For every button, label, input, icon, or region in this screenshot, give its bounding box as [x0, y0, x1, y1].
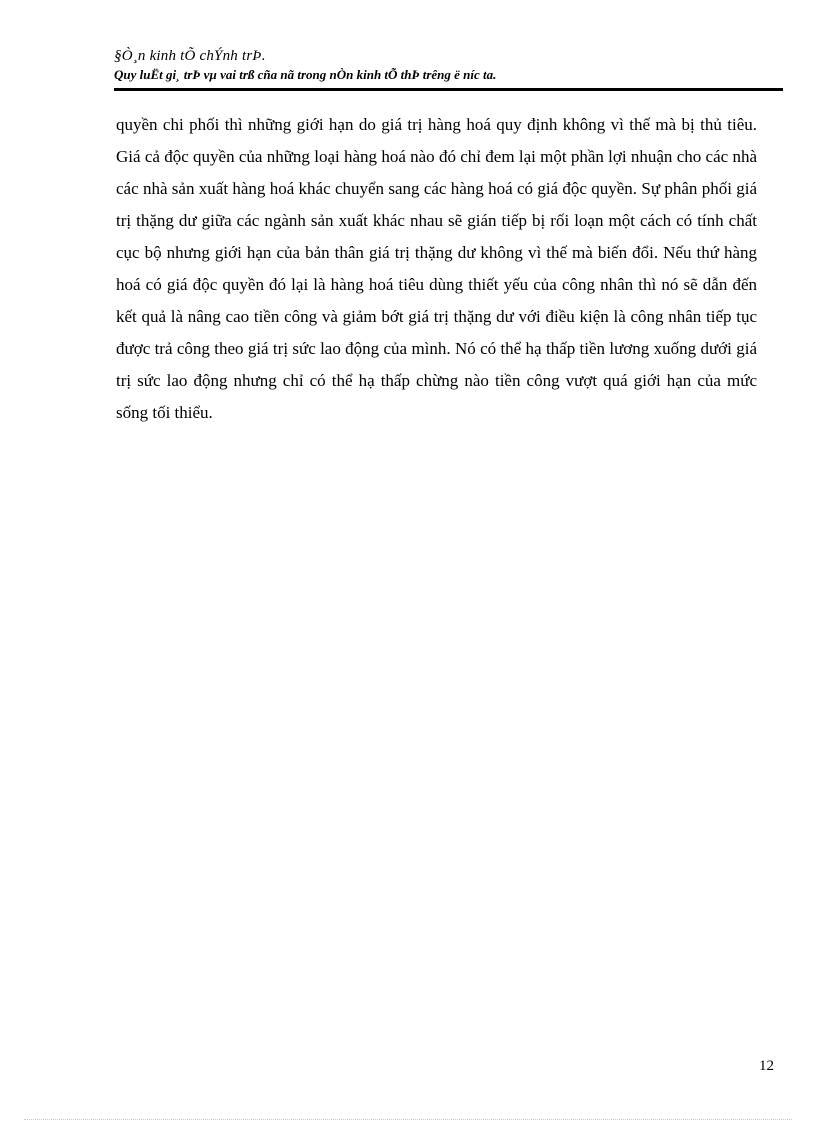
- page-number: 12: [759, 1058, 774, 1074]
- header-subtitle: Quy luËt gi¸ trÞ vµ vai trß cña nã trong nÒn kinh tÕ thÞ trêng ë níc ta.: [114, 67, 497, 82]
- footer-dotted-line: [24, 1119, 792, 1120]
- page-header: [114, 46, 783, 83]
- body-paragraph: quyền chi phối thì những giới hạn do giá trị hàng hoá quy định không vì thế mà bị thủ tiêu. Giá cả độc quyền của những loại hàng hoá nào đó chỉ đem lại một phần lợi nhuận cho các nhà các nhà sản xuất hàng hoá khác chuyển sang các hàng hoá có giá độc quyền. Sự phân phối giá trị thặng dư giữa các ngành sản xuất khác nhau sẽ gián tiếp bị rối loạn một cách có tính chất cục bộ nhưng giới hạn của bản thân giá trị thặng dư không vì thế mà biến đổi. Nếu thứ hàng hoá có giá độc quyền đó lại là hàng hoá tiêu dùng thiết yếu của công nhân thì nó sẽ dẫn đến kết quả là nâng cao tiền công và giảm bớt giá trị thặng dư với điều kiện là công nhân tiếp tục được trả công theo giá trị sức lao động của mình. Nó có thể hạ thấp tiền lương xuống dưới giá trị sức lao động nhưng chỉ có thể hạ thấp chừng nào tiền công vượt quá giới hạn của mức sống tối thiểu.: [116, 115, 757, 422]
- header-title: §Ò¸n kinh tÕ chÝnh trÞ.: [114, 48, 266, 64]
- header-divider: [114, 88, 783, 91]
